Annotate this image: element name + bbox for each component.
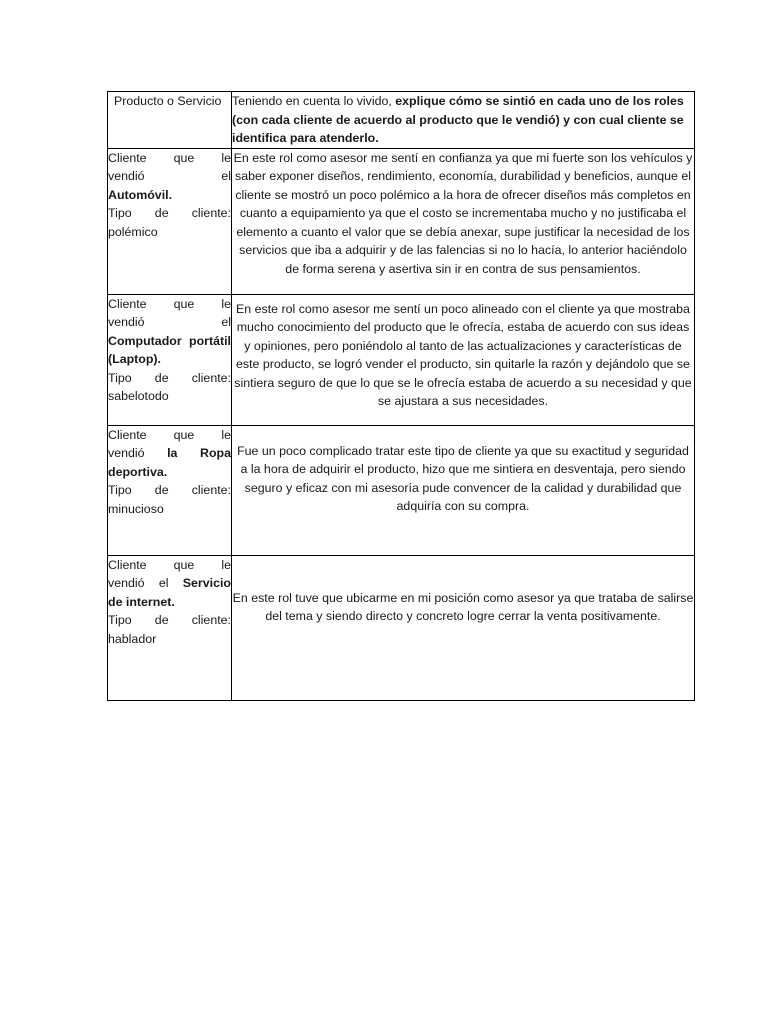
roles-table (107, 91, 695, 701)
type-word: cliente: (191, 370, 231, 385)
product-name: la Ropa (167, 446, 231, 460)
client-word: Cliente (108, 557, 147, 572)
product-name-cont: deportiva. (108, 464, 168, 479)
client-word: le (221, 557, 231, 572)
type-word: de (154, 613, 169, 627)
response-text: En este rol como asesor me sentí un poco alineado con el cliente ya que mostraba mucho conocimiento del producto que le ofrecía, estaba de acuerdo con sus ideas y opiniones, pero poniéndolo al tanto de las actualizaciones y características de este producto, se logró vender el producto, sin quitarle la razón y dejándolo que se sintiera seguro de que lo que se le ofrecía estaba de acuerdo a su necesidad y que se ajustara a sus necesidades. (234, 301, 692, 408)
response-cell (232, 148, 695, 294)
question-bold: explique cómo se sintió en cada uno de los roles (con cada cliente de acuerdo al producto que le vendió) y con cual cliente se identifica para atenderlo. (232, 94, 684, 145)
product-cell (108, 148, 232, 294)
client-word: que (173, 150, 195, 165)
type-word: de (154, 206, 169, 220)
client-word: Cliente (108, 427, 147, 442)
type-word: cliente: (191, 206, 231, 220)
sold-line (108, 574, 231, 593)
client-line (108, 295, 231, 314)
response-cell (232, 294, 695, 425)
response-cell (232, 425, 695, 555)
type-word: de (154, 483, 169, 497)
type-word: Tipo (108, 206, 132, 220)
product-name: Servicio (182, 576, 231, 590)
product-name: Automóvil. (108, 187, 173, 202)
client-word: que (173, 557, 195, 572)
header-question-cell (232, 92, 695, 149)
type-word: Tipo (108, 370, 132, 385)
type-word: de (154, 370, 169, 385)
type-word: Tipo (108, 483, 132, 497)
response-cell (232, 555, 695, 700)
client-word: Cliente (108, 296, 147, 311)
client-word: Cliente (108, 150, 147, 165)
client-line (108, 426, 231, 445)
sold-line (108, 167, 231, 186)
client-line (108, 149, 231, 168)
product-cell (108, 555, 232, 700)
table-row (108, 148, 695, 294)
client-type: polémico (108, 224, 158, 239)
client-type-label (108, 481, 231, 500)
product-cell (108, 425, 232, 555)
client-type-label (108, 611, 231, 630)
client-type-label (108, 204, 231, 223)
client-type: hablador (108, 631, 157, 646)
client-word: le (221, 427, 231, 442)
question-intro: Teniendo en cuenta lo vivido, (232, 94, 396, 108)
client-type: minucioso (108, 501, 164, 516)
table-row (108, 555, 695, 700)
table-row (108, 425, 695, 555)
sold-line (108, 444, 231, 463)
client-word: le (221, 150, 231, 165)
table-row (108, 294, 695, 425)
client-word: que (173, 427, 195, 442)
response-text: Fue un poco complicado tratar este tipo de cliente ya que su exactitud y seguridad a la hora de adquirir el producto, hizo que me sintiera en desventaja, pero siendo seguro y eficaz con mi asesoría pude convencer de la calidad y durabilidad que adquiría con su compra. (237, 443, 689, 513)
type-word: Tipo (108, 613, 132, 627)
sold-word: vendió (108, 446, 145, 460)
response-text: En este rol como asesor me sentí en confianza ya que mi fuerte son los vehículos y saber exponer diseños, rendimiento, economía, durabilidad y beneficios, aunque el cliente se mostró un poco polémico a la hora de ofrecer diseños más completos en cuanto a equipamiento ya que el costo se incrementaba mucho y no justificaba el elemento a cuanto el valor que se debía anexar, supe justificar la necesidad de los servicios que iba a adquirir y de las falencias si no lo hacía, lo anterior haciéndolo de forma serena y asertiva sin ir en contra de sus pensamientos. (233, 150, 693, 276)
sold-word: vendió (108, 315, 145, 329)
sold-word: vendió el (108, 576, 169, 590)
product-cell (108, 294, 232, 425)
response-text: En este rol tuve que ubicarme en mi posición como asesor ya que trataba de salirse del tema y siendo directo y concreto logre cerrar la venta positivamente. (232, 590, 694, 623)
product-column-header: Producto o Servicio (114, 94, 222, 108)
type-word: cliente: (191, 483, 231, 497)
article-word: el (221, 315, 231, 329)
client-word: que (173, 296, 195, 311)
client-word: le (221, 296, 231, 311)
client-type-label (108, 369, 231, 388)
product-name: Computador portátil (Laptop). (108, 333, 231, 366)
sold-word: vendió (108, 169, 145, 183)
sold-line (108, 313, 231, 332)
product-name-cont: de internet. (108, 594, 175, 609)
type-word: cliente: (191, 613, 231, 627)
table-header-row (108, 92, 695, 149)
header-product-cell (108, 92, 232, 149)
client-type: sabelotodo (108, 389, 169, 403)
client-line (108, 556, 231, 575)
article-word: el (221, 169, 231, 183)
